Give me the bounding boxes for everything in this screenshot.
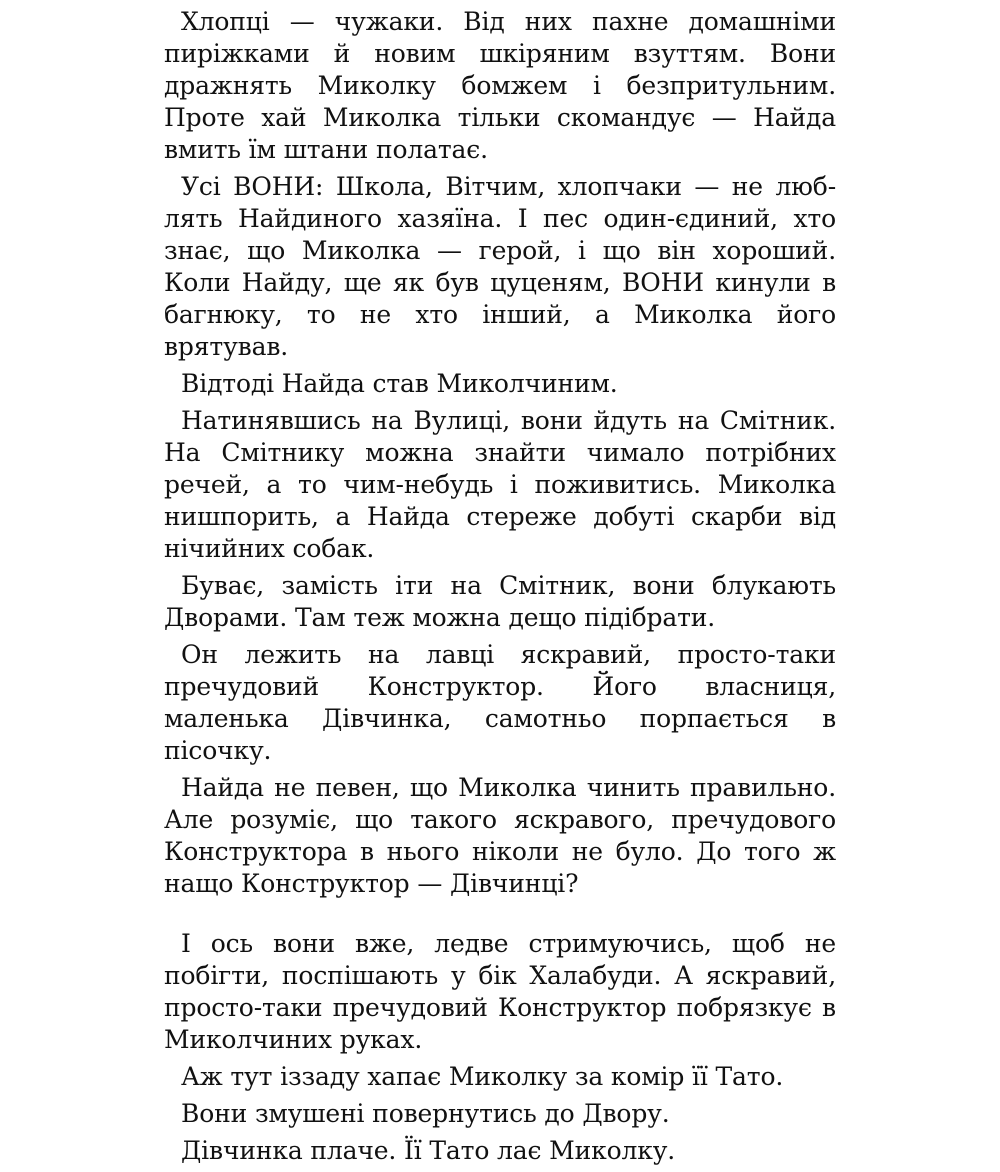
paragraph-11: Дівчинка плаче. Її Тато лає Миколку. (181, 1136, 676, 1165)
paragraph-10: Вони змушені повернутись до Двору. (181, 1099, 670, 1128)
paragraph-1: Хлопці — чужаки. Від них пахне домашніми пиріжками й новим шкіряним взуттям. Вони дражнять Миколку бомжем і безпритульним. Проте хай Миколка тільки скомандує — Найда вмить їм штани полатає. (164, 7, 836, 164)
paragraph-2: Усі ВОНИ: Школа, Вітчим, хлопчаки — не люб-лять Найдиного хазяїна. І пес один-єдиний, хто знає, що Миколка — герой, і що він хороший. Коли Найду, ще як був цуценям, ВОНИ кинули в багнюку, то не хто інший, а Миколка його врятував. (164, 172, 836, 361)
paragraph-5: Буває, замість іти на Смітник, вони блукають Дворами. Там теж можна дещо підібрати. (164, 571, 836, 632)
paragraph-3: Відтоді Найда став Миколчиним. (181, 369, 618, 398)
paragraph-6: Он лежить на лавці яскравий, просто-таки пречудовий Конструктор. Його власниця, маленька Дівчинка, самотньо порпається в пісочку. (164, 640, 836, 765)
paragraph-9: Аж тут іззаду хапає Миколку за комір її Тато. (181, 1062, 784, 1091)
paragraph-8: І ось вони вже, ледве стримуючись, щоб не побігти, поспішають у бік Халабуди. А яскравий, просто-таки пречудовий Конструктор побрязкує в Миколчиних руках. (164, 929, 836, 1054)
paragraph-7: Найда не певен, що Миколка чинить правильно. Але розуміє, що такого яскравого, пречудового Конструктора в нього ніколи не було. До того ж нащо Конструктор — Дівчинці? (164, 773, 836, 898)
book-page (164, 6, 836, 1172)
paragraph-4: Натинявшись на Вулиці, вони йдуть на Смітник. На Смітнику можна знайти чимало потрібних речей, а то чим-небудь і поживитись. Миколка нишпорить, а Найда стереже добуті скарби від нічийних собак. (164, 406, 836, 563)
